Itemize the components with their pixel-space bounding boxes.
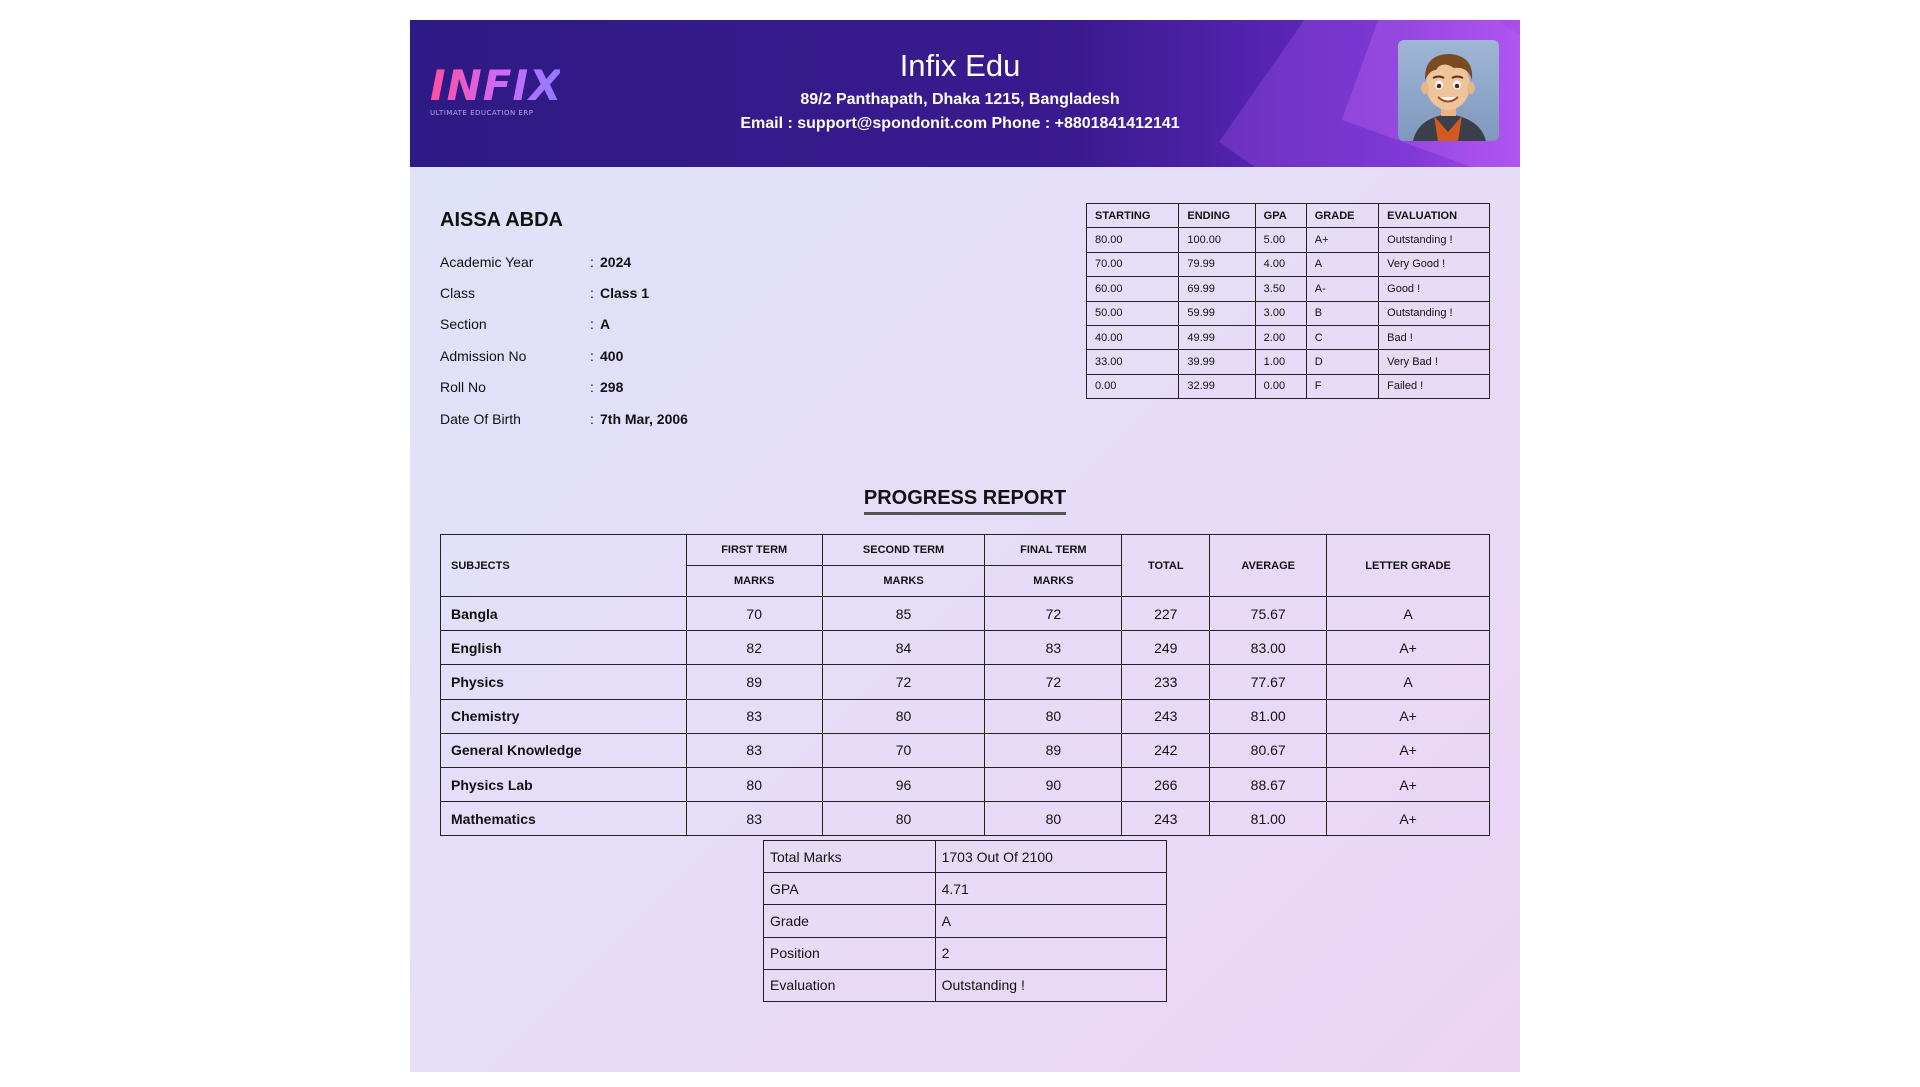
table-row — [1087, 301, 1490, 325]
column-header: SUBJECTS — [441, 535, 687, 597]
column-header: SECOND TERM — [822, 535, 985, 566]
table-cell: 266 — [1122, 767, 1210, 801]
table-row — [441, 665, 1490, 699]
table-cell: B — [1306, 301, 1378, 325]
table-cell: A+ — [1306, 228, 1378, 252]
table-cell: 60.00 — [1087, 277, 1179, 301]
info-row — [440, 403, 840, 434]
column-header: GRADE — [1306, 204, 1378, 228]
table-cell: 80.67 — [1210, 733, 1327, 767]
progress-report-table — [440, 534, 1490, 836]
table-cell: 80 — [686, 767, 822, 801]
table-row — [764, 905, 1167, 937]
table-cell: 90 — [985, 767, 1122, 801]
table-row — [1087, 277, 1490, 301]
table-cell: 33.00 — [1087, 350, 1179, 374]
table-cell: 50.00 — [1087, 301, 1179, 325]
report-header-row — [441, 535, 1490, 566]
table-row — [441, 767, 1490, 801]
school-header — [410, 20, 1520, 167]
table-cell: 3.50 — [1255, 277, 1306, 301]
table-row — [1087, 350, 1490, 374]
column-header: STARTING — [1087, 204, 1179, 228]
table-cell: A+ — [1327, 767, 1490, 801]
info-colon: : — [590, 253, 594, 270]
info-value: 298 — [600, 379, 624, 396]
column-subheader: MARKS — [822, 566, 985, 597]
table-cell: 84 — [822, 631, 985, 665]
student-info — [440, 246, 840, 434]
subject-cell: Mathematics — [441, 802, 687, 836]
table-cell: 96 — [822, 767, 985, 801]
column-header: FIRST TERM — [686, 535, 822, 566]
table-cell: 80.00 — [1087, 228, 1179, 252]
table-cell: 100.00 — [1179, 228, 1255, 252]
student-name: AISSA ABDA — [440, 209, 563, 231]
table-cell: C — [1306, 325, 1378, 349]
subject-cell: Bangla — [441, 597, 687, 631]
table-cell: 0.00 — [1255, 374, 1306, 398]
info-value: Class 1 — [600, 285, 650, 302]
table-cell: 249 — [1122, 631, 1210, 665]
table-row — [764, 841, 1167, 873]
table-cell: Outstanding ! — [1379, 228, 1490, 252]
table-cell: 81.00 — [1210, 699, 1327, 733]
summary-label: Grade — [764, 905, 936, 937]
table-row — [441, 733, 1490, 767]
logo-tagline: ULTIMATE EDUCATION ERP — [430, 109, 534, 117]
table-cell: 82 — [686, 631, 822, 665]
table-cell: 243 — [1122, 699, 1210, 733]
grade-scale-header-row — [1087, 204, 1490, 228]
table-row — [1087, 325, 1490, 349]
subject-cell: General Knowledge — [441, 733, 687, 767]
subject-cell: Physics — [441, 665, 687, 699]
table-cell: 72 — [822, 665, 985, 699]
info-label: Roll No — [440, 379, 486, 396]
column-subheader: MARKS — [985, 566, 1122, 597]
table-row — [1087, 228, 1490, 252]
table-cell: 3.00 — [1255, 301, 1306, 325]
table-cell: 227 — [1122, 597, 1210, 631]
info-colon: : — [590, 285, 594, 302]
table-row — [441, 597, 1490, 631]
table-cell: 233 — [1122, 665, 1210, 699]
table-cell: 83 — [985, 631, 1122, 665]
table-cell: 80 — [985, 802, 1122, 836]
table-cell: 72 — [985, 665, 1122, 699]
table-cell: A+ — [1327, 802, 1490, 836]
table-row — [441, 631, 1490, 665]
table-cell: 75.67 — [1210, 597, 1327, 631]
table-cell: 5.00 — [1255, 228, 1306, 252]
table-cell: 70 — [686, 597, 822, 631]
subject-cell: English — [441, 631, 687, 665]
summary-label: Position — [764, 937, 936, 969]
summary-value: 4.71 — [935, 873, 1166, 905]
column-header: GPA — [1255, 204, 1306, 228]
subject-cell: Physics Lab — [441, 767, 687, 801]
result-summary-table — [763, 840, 1167, 1002]
table-cell: D — [1306, 350, 1378, 374]
school-logo — [430, 61, 563, 120]
info-label: Section — [440, 316, 487, 333]
table-cell: A+ — [1327, 631, 1490, 665]
school-address: 89/2 Panthapath, Dhaka 1215, Bangladesh — [800, 91, 1120, 108]
table-cell: 77.67 — [1210, 665, 1327, 699]
column-header: LETTER GRADE — [1327, 535, 1490, 597]
column-header: ENDING — [1179, 204, 1255, 228]
table-cell: Bad ! — [1379, 325, 1490, 349]
table-cell: Very Good ! — [1379, 252, 1490, 276]
school-name: Infix Edu — [899, 48, 1021, 83]
table-row — [441, 802, 1490, 836]
table-cell: 83 — [686, 802, 822, 836]
summary-value: 2 — [935, 937, 1166, 969]
progress-report-title: PROGRESS REPORT — [864, 486, 1066, 515]
table-cell: 89 — [985, 733, 1122, 767]
table-cell: 72 — [985, 597, 1122, 631]
table-cell: 79.99 — [1179, 252, 1255, 276]
table-cell: 242 — [1122, 733, 1210, 767]
info-label: Admission No — [440, 347, 527, 364]
grade-scale-table — [1086, 203, 1490, 399]
table-cell: 49.99 — [1179, 325, 1255, 349]
info-value: 400 — [600, 347, 624, 364]
table-cell: 59.99 — [1179, 301, 1255, 325]
table-cell: 80 — [985, 699, 1122, 733]
info-row — [440, 309, 840, 340]
column-header: EVALUATION — [1379, 204, 1490, 228]
column-header: FINAL TERM — [985, 535, 1122, 566]
school-contact: Email : support@spondonit.com Phone : +8801841412141 — [740, 115, 1180, 132]
table-cell: A — [1306, 252, 1378, 276]
table-cell: A+ — [1327, 699, 1490, 733]
table-cell: Very Bad ! — [1379, 350, 1490, 374]
table-row — [764, 937, 1167, 969]
summary-value: Outstanding ! — [935, 969, 1166, 1001]
table-cell: A — [1327, 597, 1490, 631]
table-cell: Good ! — [1379, 277, 1490, 301]
table-cell: 80 — [822, 802, 985, 836]
table-cell: 32.99 — [1179, 374, 1255, 398]
column-header: AVERAGE — [1210, 535, 1327, 597]
table-cell: 1.00 — [1255, 350, 1306, 374]
summary-label: Total Marks — [764, 841, 936, 873]
info-value: A — [600, 316, 611, 333]
table-row — [1087, 252, 1490, 276]
table-row — [764, 969, 1167, 1001]
table-cell: F — [1306, 374, 1378, 398]
table-cell: A+ — [1327, 733, 1490, 767]
info-label: Class — [440, 285, 476, 302]
table-cell: 83.00 — [1210, 631, 1327, 665]
info-row — [440, 277, 840, 308]
info-label: Date Of Birth — [440, 410, 521, 427]
summary-label: GPA — [764, 873, 936, 905]
table-cell: 80 — [822, 699, 985, 733]
info-colon: : — [590, 379, 594, 396]
info-value: 7th Mar, 2006 — [600, 410, 688, 427]
info-value: 2024 — [600, 253, 632, 270]
table-row — [1087, 374, 1490, 398]
table-row — [441, 699, 1490, 733]
table-cell: 85 — [822, 597, 985, 631]
subject-cell: Chemistry — [441, 699, 687, 733]
table-cell: 83 — [686, 733, 822, 767]
column-subheader: MARKS — [686, 566, 822, 597]
info-row — [440, 246, 840, 277]
summary-value: 1703 Out Of 2100 — [935, 841, 1166, 873]
info-colon: : — [590, 316, 594, 333]
table-cell: 81.00 — [1210, 802, 1327, 836]
table-cell: 70 — [822, 733, 985, 767]
table-cell: 70.00 — [1087, 252, 1179, 276]
column-header: TOTAL — [1122, 535, 1210, 597]
summary-value: A — [935, 905, 1166, 937]
table-cell: Outstanding ! — [1379, 301, 1490, 325]
table-cell: 69.99 — [1179, 277, 1255, 301]
table-row — [764, 873, 1167, 905]
school-info — [610, 48, 1310, 136]
table-cell: A — [1327, 665, 1490, 699]
info-row — [440, 372, 840, 403]
table-cell: 89 — [686, 665, 822, 699]
table-cell: 4.00 — [1255, 252, 1306, 276]
info-colon: : — [590, 410, 594, 427]
table-cell: 2.00 — [1255, 325, 1306, 349]
table-cell: A- — [1306, 277, 1378, 301]
student-photo — [1398, 40, 1499, 141]
info-row — [440, 340, 840, 371]
logo-text: INFIX — [430, 61, 563, 110]
table-cell: 0.00 — [1087, 374, 1179, 398]
table-cell: Failed ! — [1379, 374, 1490, 398]
table-cell: 39.99 — [1179, 350, 1255, 374]
table-cell: 88.67 — [1210, 767, 1327, 801]
section-title — [410, 486, 1520, 515]
table-cell: 40.00 — [1087, 325, 1179, 349]
table-cell: 83 — [686, 699, 822, 733]
table-cell: 243 — [1122, 802, 1210, 836]
student-avatar-icon — [1398, 40, 1499, 141]
report-card — [410, 20, 1520, 1072]
summary-label: Evaluation — [764, 969, 936, 1001]
info-colon: : — [590, 347, 594, 364]
info-label: Academic Year — [440, 253, 534, 270]
